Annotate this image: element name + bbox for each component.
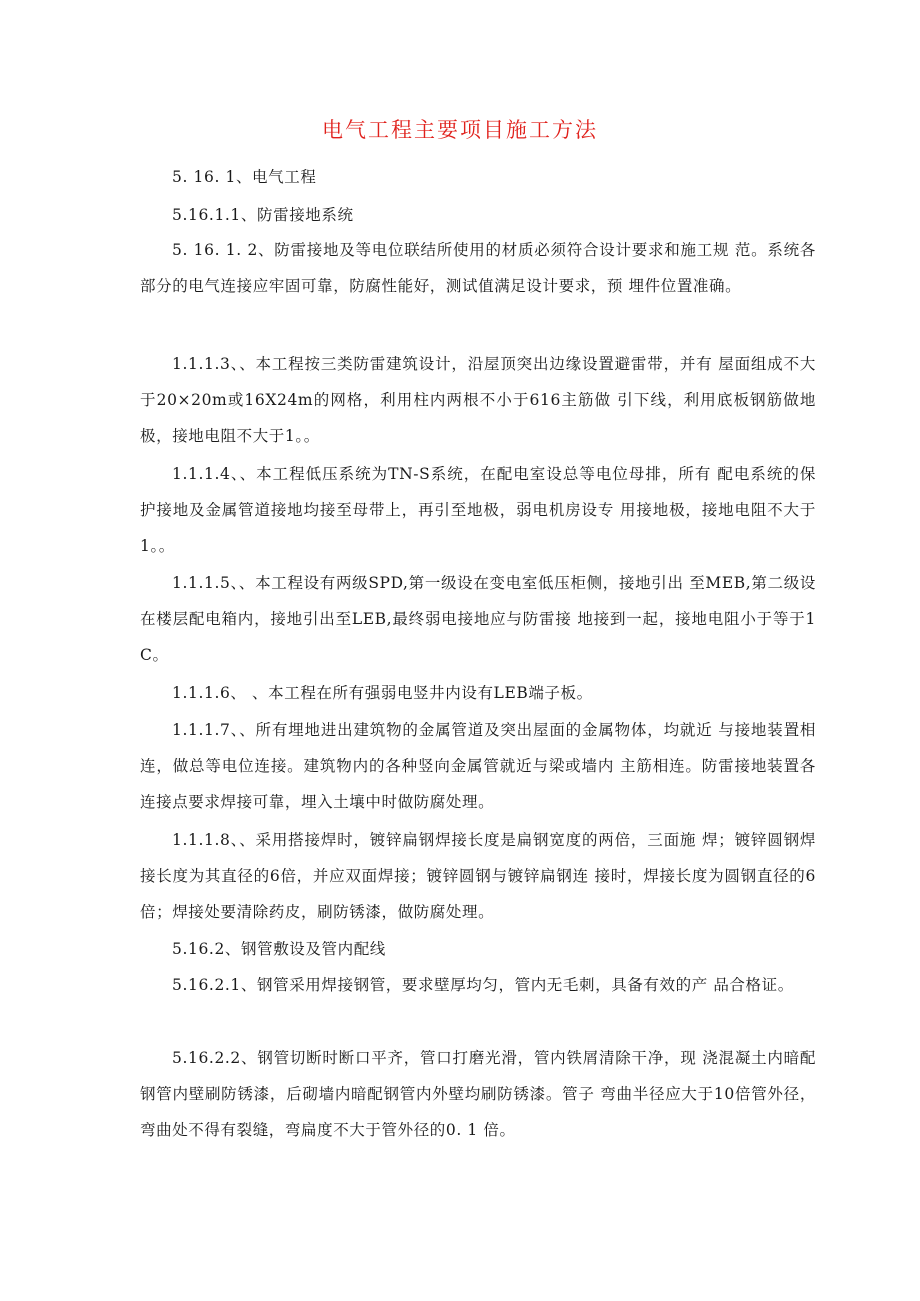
paragraph-steel-pipe: 5.16.2.1、钢管采用焊接钢管，要求壁厚均匀，管内无毛刺，具备有效的产 品合格证。: [172, 976, 794, 994]
paragraph-low-voltage: 1.1.1.4、、本工程低压系统为TN-S系统，在配电室设总等电位母排，所有 配电系统的保护接地及金属管道接地均接至母带上，再引至地极，弱电机房设专 用接地极，接地电阻不大于1。。: [140, 465, 816, 555]
paragraph-lightning-design: 1.1.1.3、、本工程按三类防雷建筑设计，沿屋顶突出边缘设置避雷带，并有 屋面组成不大于20×20m或16X24m的网格，利用柱内两根不小于616主筋做 引下线，利用底板钢筋做地极，接地电阻不大于1。。: [140, 355, 816, 445]
paragraph-leb: 1.1.1.6、 、本工程在所有强弱电竖井内设有LEB端子板。: [172, 684, 593, 702]
paragraph-welding: 1.1.1.8、、采用搭接焊时，镀锌扁钢焊接长度是扁钢宽度的两倍，三面施 焊；镀锌圆钢焊接长度为其直径的6倍，并应双面焊接；镀锌圆钢与镀锌扁钢连 接时，焊接长度为圆钢直径的6倍；焊接处要清除药皮，刷防锈漆，做防腐处理。: [140, 831, 816, 921]
paragraph-equipotential: 1.1.1.7、、所有埋地进出建筑物的金属管道及突出屋面的金属物体，均就近 与接地装置相连，做总等电位连接。建筑物内的各种竖向金属管就近与梁或墙内 主筋相连。防雷接地装置各连接点要求焊接可靠，埋入土壤中时做防腐处理。: [140, 721, 816, 811]
paragraph-pipe-cutting: 5.16.2.2、钢管切断时断口平齐，管口打磨光滑，管内铁屑清除干净，现 浇混凝土内暗配钢管内壁刷防锈漆，后砌墙内暗配钢管内外壁均刷防锈漆。管子 弯曲半径应大于10倍管外径，弯曲处不得有裂缝，弯扁度不大于管外径的0. 1 倍。: [140, 1049, 816, 1139]
paragraph-material: 5. 16. 1. 2、防雷接地及等电位联结所使用的材质必须符合设计要求和施工规 范。系统各部分的电气连接应牢固可靠，防腐性能好，测试值满足设计要求，预 埋件位置准确。: [140, 241, 816, 295]
section-heading-electrical: 5. 16. 1、电气工程: [172, 168, 317, 186]
section-heading-lightning: 5.16.1.1、防雷接地系统: [172, 206, 354, 224]
document-title: 电气工程主要项目施工方法: [322, 118, 598, 142]
section-heading-conduit: 5.16.2、钢管敷设及管内配线: [172, 940, 386, 958]
paragraph-spd: 1.1.1.5、、本工程设有两级SPD,第一级设在变电室低压柜侧，接地引出 至MEB,第二级设在楼层配电箱内，接地引出至LEB,最终弱电接地应与防雷接 地接到一起，接地电阻小于等于1C。: [140, 574, 816, 664]
